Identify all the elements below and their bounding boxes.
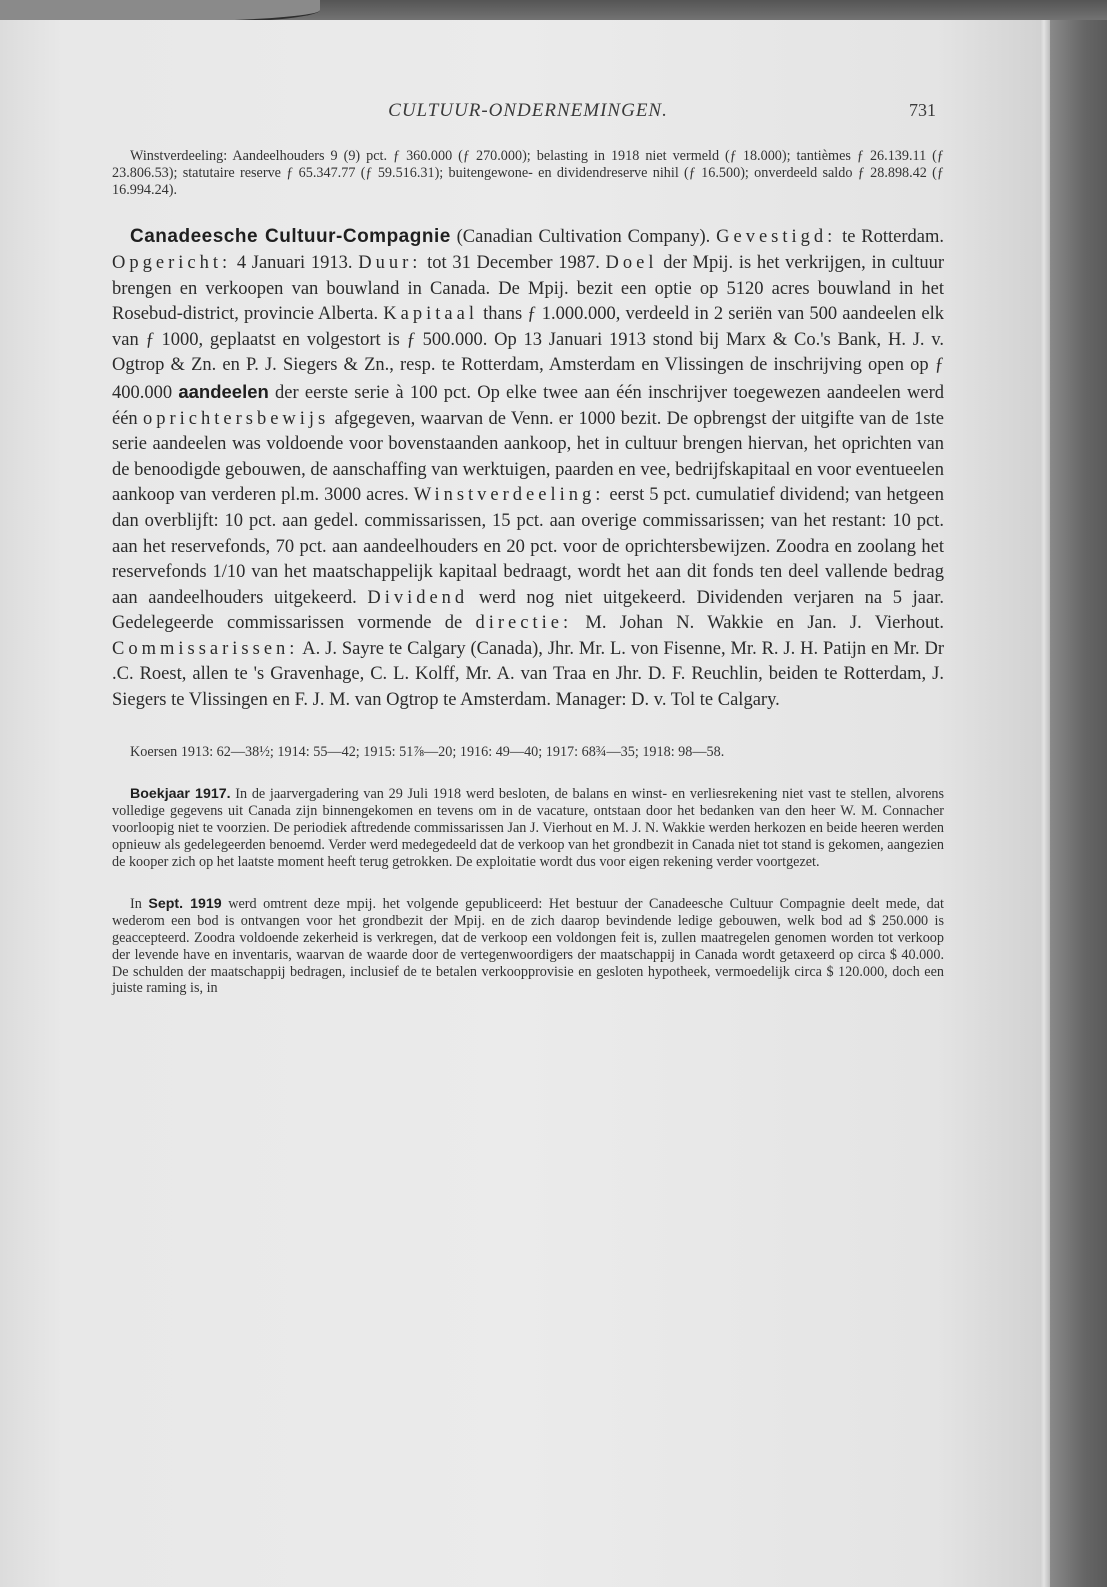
entry-text: (Canadian Cultivation Company). <box>450 227 717 248</box>
entry-text: 4 Januari 1913. <box>231 252 359 273</box>
sept-label: Sept. 1919 <box>148 896 222 913</box>
entry-text: M. Johan N. Wakkie en Jan. J. Vierhout. <box>572 613 944 634</box>
entry-text: te Rotterdam. <box>836 227 945 248</box>
page-content <box>112 100 944 997</box>
sept-1919-paragraph <box>112 896 944 997</box>
running-head <box>112 100 944 130</box>
spaced-heading: Winstverdeeling: <box>413 485 605 506</box>
entry-text: afgegeven, waarvan de Venn. er 1000 bezit. De opbrengst der uitgifte van de 1ste serie aandeelen was voldoende voor bovenstaanden aankoop, het in cultuur brengen hiervan, het oprichten van de benoodigde gebouwen, de aanschaffing van werktuigen, paarden en vee, bedrijfskapitaal en voor eventueelen aankoop van verderen pl.m. 3000 acres. <box>112 408 944 506</box>
book-page-edge <box>1050 20 1107 1587</box>
spaced-heading: Opgericht: <box>112 252 232 273</box>
entry-text: thans ƒ 1.000.000, verdeeld in 2 seriën van 500 aandeelen elk van ƒ 1000, geplaatst en volgestort is ƒ 500.000. Op 13 Januari 1913 stond bij Marx & Co.'s Bank, H. J. v. Ogtrop & Zn. en P. J. Siegers & Zn., resp. te Rotterdam, Amsterdam en Vlissingen de inschrijving open op ƒ 400.000 <box>112 304 944 403</box>
sept-prefix: In <box>130 896 149 913</box>
entry-text: A. J. Sayre te Calgary (Canada), Jhr. Mr. L. von Fisenne, Mr. R. J. H. Patijn en Mr. Dr .C. Roest, allen te 's Gravenhage, C. L. Kolff, Mr. A. van Traa en Jhr. D. F. Reuchlin, beiden te Rotterdam, J. Siegers te Vlissingen en F. J. M. van Ogtrop te Amsterdam. Manager: D. v. Tol te Calgary. <box>112 638 944 711</box>
spaced-heading: Kapitaal <box>383 304 478 325</box>
entry-text: werd nog niet uitgekeerd. Dividenden verjaren na 5 jaar. Gedelegeerde commissarissen vormende de <box>112 587 944 634</box>
spaced-heading: Gevestigd: <box>716 227 837 248</box>
boekjaar-label: Boekjaar 1917. <box>130 786 231 803</box>
koersen-line: Koersen 1913: 62—38½; 1914: 55—42; 1915: 51⅞—20; 1916: 49—40; 1917: 68¾—35; 1918: 98—58. <box>130 743 725 760</box>
entry-text: tot 31 December 1987. <box>421 252 606 273</box>
entry-text: der Mpij. is het verkrijgen, in cultuur brengen en verkoopen van bouwland in Canada. De Mpij. bezit een optie op 5120 acres bouwland in het Rosebud-district, provincie Alberta. <box>112 252 944 325</box>
company-entry <box>112 224 944 713</box>
boekjaar-1917-paragraph <box>112 786 944 870</box>
entry-text: eerst 5 pct. cumulatief dividend; van hetgeen dan overblijft: 10 pct. aan gedel. commissarissen, 15 pct. aan overige commissarissen; van het restant: 10 pct. aan het reservefonds, 70 pct. aan aandeelhouders en 20 pct. voor de oprichtersbewijzen. Zoodra en zoolang het reservefonds 1/10 van het maatschappelijk kapitaal bedraagt, wordt het aan dit fonds ten deel vallende bedrag aan aandeelhouders uitgekeerd. <box>112 485 944 608</box>
spaced-heading: directie: <box>475 613 573 634</box>
bold-keyword: aandeelen <box>178 380 269 402</box>
page-number: 731 <box>909 100 936 120</box>
boekjaar-text: In de jaarvergadering van 29 Juli 1918 werd besloten, de balans en winst- en verliesrekening niet vast te stellen, alvorens volledige gegevens uit Canada zijn binnengekomen en tevens om in de vacature, ontstaan door het bedanken van den heer W. M. Connacher voorloopig niet te voorzien. De periodiek aftredende commissarissen Jan J. Vierhout en M. J. N. Wakkie werden herkozen en beide heeren werden opnieuw als gedelegeerden benoemd. Verder werd medegedeeld dat de verkoop van het grondbezit in Canada niet tot stand is gekomen, aangezien de kooper zich op het laatste moment heeft terug getrokken. De exploitatie wordt dus voor eigen rekening verder voortgezet. <box>112 786 944 870</box>
sept-text: werd omtrent deze mpij. het volgende gepubliceerd: Het bestuur der Canadeesche Cultuur Compagnie deelt mede, dat wederom een bod is ontvangen voor het grondbezit der Mpij. en de zich daarop bevindende ledige gebouwen, welk bod ad $ 250.000 is geaccepteerd. Zoodra voldoende zekerheid is verkregen, dat de verkoop een voldongen feit is, zullen maatregelen genomen worden tot verkoop der levende have en inventaris, waarvan de waarde door de vertegenwoordigers der maatschappij in Canada wordt getaxeerd op circa $ 40.000. De schulden der maatschappij bedragen, inclusief de te betalen verkoopprovisie en gesloten hypotheek, vermoedelijk circa $ 120.000, doch een juiste raming is, in <box>112 896 944 997</box>
entry-text: der eerste serie à 100 pct. Op elke twee aan één inschrijver toegewezen aandeelen werd één <box>112 382 944 429</box>
spaced-heading: oprichtersbewijs <box>142 408 330 429</box>
spaced-heading: Doel <box>605 252 658 273</box>
company-entry-body <box>112 227 944 710</box>
spaced-heading: Duur: <box>358 252 422 273</box>
spaced-heading: Commissarissen: <box>112 638 299 659</box>
page-fold <box>1040 20 1050 1587</box>
company-name: Canadeesche Cultuur-Compagnie <box>130 226 451 248</box>
previous-entry-winstverdeeling: Winstverdeeling: Aandeelhouders 9 (9) pct. ƒ 360.000 (ƒ 270.000); belasting in 1918 niet vermeld (ƒ 18.000); tantièmes ƒ 26.139.11 (ƒ 23.806.53); statutaire reserve ƒ 65.347.77 (ƒ 59.516.31); buitengewone- en dividendreserve nihil (ƒ 16.500); onverdeeld saldo ƒ 28.898.42 (ƒ 16.994.24). <box>112 148 944 198</box>
spaced-heading: Dividend <box>367 587 469 608</box>
running-title: CULTUUR-ONDERNEMINGEN. <box>388 100 668 121</box>
